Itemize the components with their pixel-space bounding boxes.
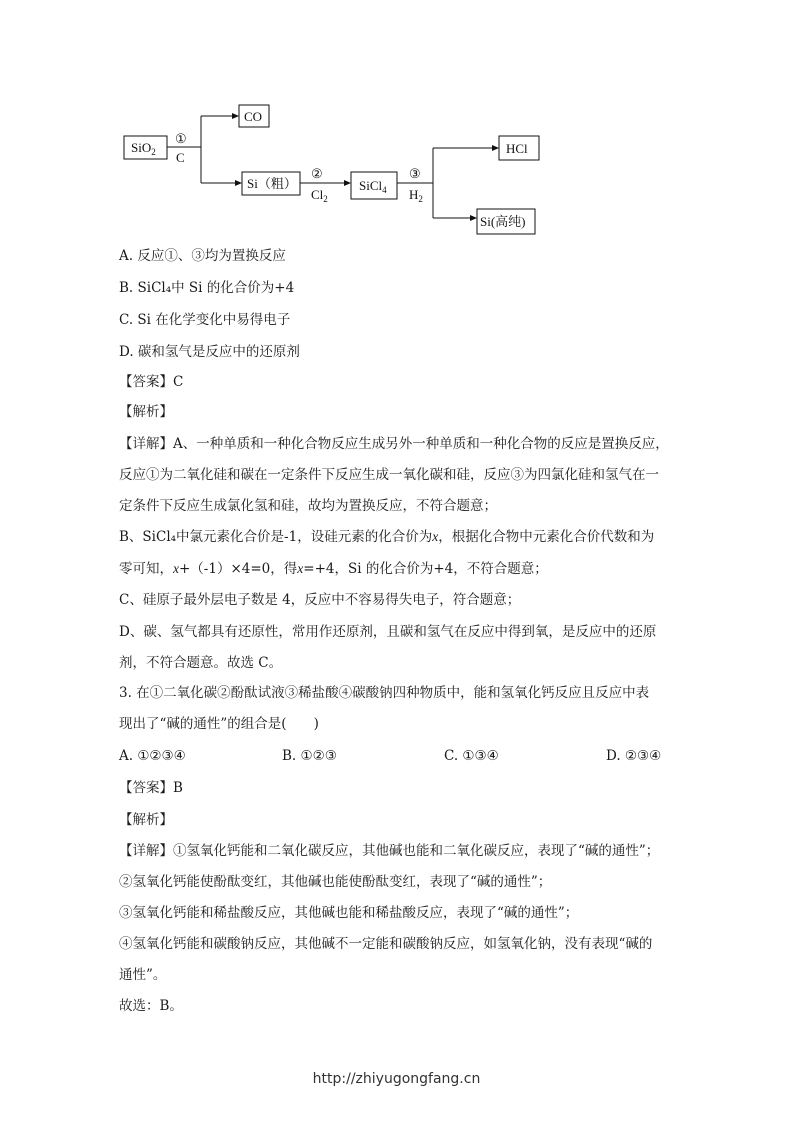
detail-q2-line6: C、硅原子最外层电子数是 4，反应中不容易得失电子，符合题意； [119, 592, 521, 608]
detail-q3-line4: ④氢氧化钙能和碳酸钠反应，其他碱不一定能和碳酸钠反应，如氢氧化钠，没有表现“碱的 [119, 936, 653, 952]
label-sicl4: SiCl$_4$ [359, 178, 387, 195]
detail-q2-line3: 定条件下反应生成氯化氢和硅，故均为置换反应，不符合题意； [119, 498, 497, 514]
analysis-heading-q3: 【解析】 [119, 812, 173, 828]
arrow-to-hcl [492, 145, 499, 151]
detail-q2-line5: 零可知，x+（-1）×4=0，得x=+4，Si 的化合价为+4，不符合题意； [119, 561, 548, 577]
reaction-flow-diagram [0, 0, 793, 240]
step3-reagent: $H_2$ [409, 187, 423, 204]
step2-marker: ② [311, 166, 323, 181]
answer-q3: 【答案】B [119, 780, 183, 796]
arrow-to-si-crude [235, 180, 242, 186]
detail-q2-line1: 【详解】A、一种单质和一种化合物反应生成另外一种单质和一种化合物的反应是置换反应， [119, 436, 669, 452]
detail-q3-line6: 故选：B。 [119, 998, 183, 1014]
detail-q3-line2: ②氢氧化钙能使酚酞变红，其他碱也能使酚酞变红，表现了“碱的通性”； [119, 874, 552, 890]
arrow-to-co [232, 113, 239, 119]
detail-q3-line1: 【详解】①氢氧化钙能和二氧化碳反应，其他碱也能和二氧化碳反应，表现了“碱的通性”； [119, 843, 660, 859]
step1-marker: ① [175, 131, 187, 146]
q2-option-c: C. Si 在化学变化中易得电子 [119, 312, 291, 328]
detail-q2-line7: D、碳、氢气都具有还原性，常用作还原剂，且碳和氢气在反应中得到氧，是反应中的还原 [119, 624, 657, 640]
step3-marker: ③ [409, 166, 421, 181]
footer-url: http://zhiyugongfang.cn [312, 1071, 481, 1087]
arrow-to-si-pure [470, 215, 477, 221]
label-si-crude: Si（粗） [247, 176, 297, 191]
label-si-pure: Si(高纯) [480, 214, 526, 229]
detail-q2-line8: 剂，不符合题意。故选 C。 [119, 655, 283, 671]
detail-q3-line3: ③氢氧化钙能和稀盐酸反应，其他碱也能和稀盐酸反应，表现了“碱的通性”； [119, 905, 579, 921]
q3-option-b: B. ①②③ [282, 748, 337, 764]
q3-stem-line1: 3. 在①二氧化碳②酚酞试液③稀盐酸④碳酸钠四种物质中，能和氢氧化钙反应且反应中表 [119, 685, 650, 701]
arrowheads [232, 113, 499, 221]
label-sio2: SiO$_2$ [131, 140, 156, 157]
q3-option-d: D. ②③④ [606, 748, 662, 764]
q2-option-b: B. SiCl₄中 Si 的化合价为+4 [119, 280, 295, 296]
step2-reagent: $Cl_2$ [311, 187, 328, 204]
step1-reagent: C [176, 150, 185, 165]
detail-q2-line4: B、SiCl₄中氯元素化合价是-1，设硅元素的化合价为x，根据化合物中元素化合价代数和为 [119, 529, 655, 545]
analysis-heading-q2: 【解析】 [119, 404, 173, 420]
label-co: CO [244, 109, 263, 124]
answer-q2: 【答案】C [119, 374, 184, 390]
label-hcl: HCl [506, 141, 528, 156]
q2-option-d: D. 碳和氢气是反应中的还原剂 [119, 344, 300, 360]
detail-q3-line5: 通性”。 [119, 967, 167, 983]
arrow-to-sicl4 [344, 180, 351, 186]
q2-option-a: A. 反应①、③均为置换反应 [119, 248, 286, 264]
q3-option-c: C. ①③④ [444, 748, 499, 764]
q3-stem-line2: 现出了“碱的通性”的组合是( ) [119, 716, 319, 732]
q3-option-a: A. ①②③④ [119, 748, 186, 764]
detail-q2-line2: 反应①为二氧化硅和碳在一定条件下反应生成一氧化碳和硅，反应③为四氯化硅和氢气在一 [119, 467, 659, 483]
